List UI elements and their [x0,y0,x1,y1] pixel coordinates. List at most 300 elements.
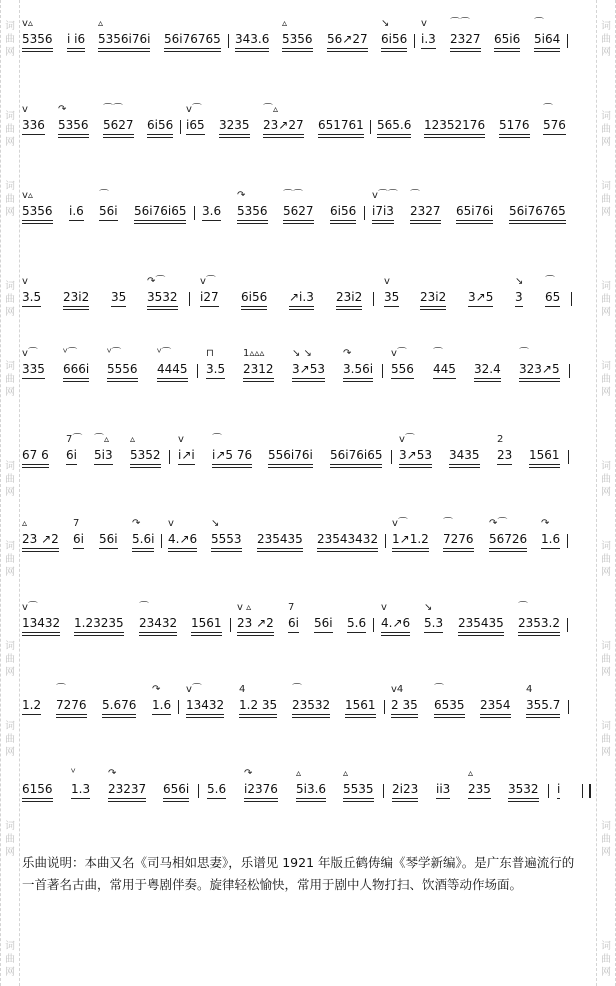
note-digits: 5.676 [102,698,137,712]
note-digits: 666i [63,362,90,376]
rhythm-underline [147,309,178,310]
rhythm-underline [163,801,189,802]
ornament-mark: ⌒ [99,190,109,201]
note-group [212,434,253,462]
ornament-mark: v⌒ [186,684,202,695]
bar-line [391,450,392,464]
note-group [410,190,441,218]
rhythm-underline [336,306,362,307]
rhythm-underline [99,548,118,549]
rhythm-underline [132,548,154,549]
rhythm-underline [211,548,242,549]
watermark-char: 曲 [601,834,611,845]
rhythm-underline [108,801,146,802]
rhythm-underline [343,798,374,799]
note-group [200,276,219,304]
ornament-mark: v [384,276,390,287]
rhythm-underline [263,137,304,138]
rhythm-underline [392,548,429,549]
ornament-mark: v⌒ [399,434,415,445]
rhythm-underline [509,223,566,224]
score-line [22,516,596,586]
note-digits: 56i76765 [509,204,566,218]
note-group [420,290,446,304]
ornament-mark: ↷ [152,684,161,695]
ornament-mark: 7 [73,518,80,529]
note-digits: 1561 [529,448,560,462]
note-digits: 323↗5 [519,362,560,376]
note-group [292,348,325,376]
rhythm-underline [450,48,481,49]
rhythm-underline [67,48,85,49]
rhythm-underline [381,51,407,52]
rhythm-underline [241,306,267,307]
rhythm-underline [102,717,136,718]
ornament-mark: v [22,276,28,287]
score-line [22,346,596,416]
note-digits: 2312 [243,362,274,376]
rhythm-underline [186,134,205,135]
note-group [391,348,414,376]
rhythm-underline [22,467,49,468]
note-group [257,532,303,546]
note-digits: ↗i.3 [289,290,314,304]
note-group [433,348,456,376]
note-digits: 3 [515,290,523,304]
note-digits: 65i76i [456,204,494,218]
rhythm-underline [168,551,197,552]
rhythm-underline [345,714,376,715]
rhythm-underline [443,551,474,552]
ornament-mark: ⱽ⌒ [157,348,172,359]
rhythm-underline [292,717,330,718]
rhythm-underline [515,306,523,307]
ornament-mark: v4 [391,684,404,695]
watermark-char: 词 [5,641,15,652]
note-digits: 4.↗6 [168,532,198,546]
bar-line [228,34,229,48]
note-digits: 556i76i [268,448,313,462]
watermark-char: 网 [5,667,15,678]
rhythm-underline [372,220,394,221]
rhythm-underline [102,714,136,715]
bar-line [194,206,195,220]
note-digits: 56i76765 [164,32,221,46]
ornament-mark: ⌒ [519,348,529,359]
watermark-char: 曲 [5,374,15,385]
note-digits: 2354 [480,698,511,712]
ornament-mark: 4 [526,684,533,695]
note-digits: 56726 [489,532,528,546]
watermark-char: 网 [5,567,15,578]
rhythm-underline [66,464,77,465]
rhythm-underline [372,223,394,224]
note-digits: 343.6 [235,32,270,46]
rhythm-underline [103,134,134,135]
note-group [132,518,155,546]
ornament-mark: ⌒ [434,684,444,695]
note-group [94,434,113,462]
note-digits: 7276 [56,698,87,712]
watermark-char: 曲 [5,194,15,205]
rhythm-underline [268,467,313,468]
watermark-char: 曲 [5,734,15,745]
rhythm-underline [164,51,221,52]
note-group [443,518,474,546]
bar-line [567,618,568,632]
rhythm-underline [99,220,118,221]
ornament-mark: v⌒ [22,348,38,359]
ornament-mark: 7⌒ [66,434,83,445]
rhythm-underline [211,551,242,552]
rhythm-underline [296,798,326,799]
rhythm-underline [327,48,368,49]
ornament-mark: ↘ [211,518,220,529]
rhythm-underline [157,381,188,382]
watermark-char: 网 [601,967,611,978]
rhythm-underline [557,798,560,799]
note-digits: 3↗53 [399,448,432,462]
rhythm-underline [164,48,221,49]
rhythm-underline [94,464,113,465]
rhythm-underline [519,381,560,382]
note-digits: 656i [163,782,190,796]
rhythm-underline [22,801,53,802]
rhythm-underline [545,306,560,307]
watermark-char: 词 [601,461,611,472]
note-digits: 565.6 [377,118,412,132]
ornament-mark: ↷⌒ [147,276,166,287]
rhythm-underline [292,381,325,382]
note-group [56,684,87,712]
bar-line [198,784,199,798]
bar-line [548,784,549,798]
note-digits: 2327 [410,204,441,218]
rhythm-underline [235,51,269,52]
rhythm-underline [56,717,87,718]
rhythm-underline [489,551,527,552]
rhythm-underline [410,220,441,221]
score-line [22,432,596,502]
note-group [22,18,53,46]
rhythm-underline [22,548,59,549]
note-group [292,684,331,712]
note-digits: i2376 [244,782,278,796]
rhythm-underline [391,378,414,379]
ornament-mark: v▵ [22,18,33,29]
ornament-mark: ⌒ [56,684,66,695]
rhythm-underline [424,137,485,138]
rhythm-underline [22,134,45,135]
rhythm-underline [130,467,161,468]
note-digits: 6i [66,448,77,462]
note-digits: 7276 [443,532,474,546]
score-line [22,102,596,172]
rhythm-underline [56,714,87,715]
bar-line [197,364,198,378]
ornament-mark: v [421,18,427,29]
ornament-mark: ▵ [343,768,349,779]
note-group [468,768,491,796]
watermark-char: 词 [5,941,15,952]
rhythm-underline [63,306,89,307]
ornament-mark: v⌒ [22,602,38,613]
rhythm-underline [283,220,314,221]
rhythm-underline [263,134,304,135]
rhythm-underline [314,632,333,633]
rhythm-underline [237,632,274,633]
ornament-mark: ↘ ↘ [292,348,312,359]
note-group [191,616,222,630]
watermark-char: 曲 [601,734,611,745]
rhythm-underline [541,548,560,549]
rhythm-underline [191,632,222,633]
note-digits: 35 [111,290,127,304]
rhythm-underline [480,714,511,715]
rhythm-underline [480,717,511,718]
note-digits: 1.3 [71,782,91,796]
rhythm-underline [392,798,418,799]
rhythm-underline [345,717,376,718]
rhythm-underline [219,134,250,135]
rhythm-underline [449,467,480,468]
note-digits: 5.6i [132,532,155,546]
rhythm-underline [107,381,138,382]
ornament-mark: ↷ [108,768,117,779]
note-group [557,782,560,796]
note-group [494,32,520,46]
note-group [474,362,501,376]
ornament-mark: ⌒⌒ [450,18,470,29]
note-digits: 3.5 [206,362,226,376]
note-group [22,782,53,796]
note-digits: 5356 [237,204,268,218]
rhythm-underline [107,378,138,379]
rhythm-underline [421,48,436,49]
rhythm-underline [134,223,186,224]
watermark-char: 曲 [601,654,611,665]
rhythm-underline [529,464,560,465]
note-group [519,348,560,376]
note-digits: 5352 [130,448,161,462]
ornament-mark: ⱽ [71,768,76,779]
note-digits: 3435 [449,448,480,462]
watermark-char: 词 [601,541,611,552]
note-digits: 5i64 [534,32,561,46]
rhythm-underline [288,632,299,633]
rhythm-underline [381,48,407,49]
note-digits: 5i3 [94,448,113,462]
ornament-mark: v [381,602,387,613]
ornament-mark: ↘ [424,602,433,613]
rhythm-underline [58,137,89,138]
note-group [186,684,225,712]
rhythm-underline [330,223,356,224]
note-group [545,276,561,304]
note-group [22,518,59,546]
watermark-char: 曲 [601,34,611,45]
note-digits: 56i [99,532,118,546]
note-digits: 56i [314,616,333,630]
ornament-mark: ▵ [468,768,474,779]
rhythm-underline [22,48,53,49]
watermark-char: 曲 [5,294,15,305]
note-digits: 235 [468,782,491,796]
note-digits: 556 [391,362,414,376]
note-group [449,448,480,462]
rhythm-underline [243,381,274,382]
rhythm-underline [518,635,560,636]
note-group [330,204,356,218]
note-group [63,290,89,304]
note-group [103,104,134,132]
ornament-mark: ⱽ⌒ [63,348,78,359]
rhythm-underline [458,635,504,636]
rhythm-underline [434,717,465,718]
note-digits: 5i3.6 [296,782,327,796]
left-watermark-strip [0,0,20,986]
note-digits: 5535 [343,782,374,796]
watermark-char: 网 [601,747,611,758]
note-digits: 445 [433,362,456,376]
note-group [74,616,124,630]
ornament-mark: ▵ [130,434,136,445]
note-digits: ii3 [436,782,451,796]
rhythm-underline [518,632,560,633]
rhythm-underline [381,632,410,633]
ornament-mark: ⌒ [212,434,222,445]
rhythm-underline [103,137,134,138]
note-group [111,290,126,304]
rhythm-underline [239,717,277,718]
note-digits: 5553 [211,532,242,546]
note-digits: 4.↗6 [381,616,411,630]
note-digits: 2 35 [391,698,418,712]
rhythm-underline [392,801,418,802]
watermark-char: 网 [5,137,15,148]
note-group [289,290,314,304]
score-line [22,682,596,752]
note-digits: i [557,782,561,796]
rhythm-underline [534,51,560,52]
rhythm-underline [22,714,41,715]
note-group [480,698,511,712]
rhythm-underline [235,48,269,49]
note-digits: 1.6 [152,698,172,712]
rhythm-underline [139,632,177,633]
rhythm-underline [282,48,313,49]
note-group [69,204,84,218]
note-group [424,602,444,630]
ornament-mark: ↷ [244,768,253,779]
note-digits: 12352176 [424,118,486,132]
rhythm-underline [268,464,313,465]
watermark-char: 曲 [5,834,15,845]
watermark-char: 曲 [5,474,15,485]
rhythm-underline [508,801,539,802]
note-digits: 3532 [508,782,539,796]
note-group [244,768,278,796]
rhythm-underline [219,137,250,138]
note-group [73,518,84,546]
note-digits: 3↗53 [292,362,325,376]
rhythm-underline [519,378,560,379]
note-group [211,518,242,546]
note-group [330,448,382,462]
ornament-mark: ⌒ [292,684,302,695]
rhythm-underline [292,378,325,379]
note-group [399,434,432,462]
rhythm-underline [191,635,222,636]
bar-line [414,34,415,48]
watermark-char: 网 [5,747,15,758]
rhythm-underline [343,378,373,379]
rhythm-underline [63,309,89,310]
bar-line [568,450,569,464]
note-group [392,782,418,796]
note-group [343,348,374,376]
watermark-char: 词 [5,21,15,32]
watermark-char: 曲 [601,474,611,485]
rhythm-underline [63,378,89,379]
note-digits: 5.6 [207,782,227,796]
note-group [22,348,45,376]
note-digits: i.6 [69,204,84,218]
watermark-char: 词 [601,941,611,952]
note-group [345,698,376,712]
note-group [450,18,481,46]
bar-line [169,450,170,464]
note-digits: 6i56 [381,32,408,46]
rhythm-underline [237,223,268,224]
note-digits: 235435 [257,532,303,546]
ornament-mark: ▵ [98,18,104,29]
note-digits: i↗5 76 [212,448,253,462]
watermark-char: 网 [5,207,15,218]
note-digits: 13432 [186,698,225,712]
rhythm-underline [22,223,53,224]
note-digits: 56i [99,204,118,218]
watermark-char: 词 [5,821,15,832]
note-group [391,684,418,712]
bar-line [370,120,371,134]
ornament-mark: v⌒ [392,518,408,529]
rhythm-underline [243,378,274,379]
note-group [499,118,530,132]
rhythm-underline [22,798,53,799]
ornament-mark: ↷⌒ [489,518,508,529]
note-digits: 1↗1.2 [392,532,429,546]
note-digits: i i6 [67,32,86,46]
note-digits: i7i3 [372,204,394,218]
note-group [207,782,226,796]
note-group [384,276,400,304]
note-group [515,276,524,304]
note-digits: 6i56 [147,118,174,132]
note-digits: 336 [22,118,45,132]
rhythm-underline [468,306,493,307]
rhythm-underline [212,464,252,465]
note-digits: 23i2 [420,290,447,304]
note-digits: 3↗5 [468,290,494,304]
rhythm-underline [381,635,410,636]
ornament-mark: ⌒ [139,602,149,613]
ornament-mark: ⌒ [433,348,443,359]
ornament-mark: ⌒ [545,276,555,287]
rhythm-underline [22,464,49,465]
rhythm-underline [399,467,432,468]
rhythm-underline [434,714,465,715]
